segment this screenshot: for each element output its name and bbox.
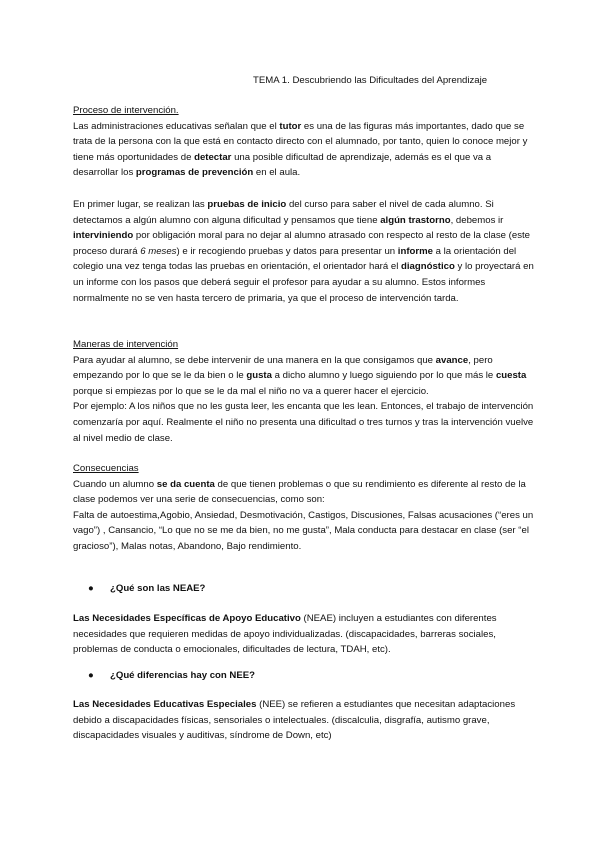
paragraph-se-da-cuenta xyxy=(73,477,535,508)
paragraph-body xyxy=(73,697,535,744)
bold-run: tutor xyxy=(279,120,302,132)
text-run: y lo proyectará en un informe con los pasos que deberá seguir el profesor para ayudar a su alumno. Estos informes normalmente no se ven hasta tercero de primaria, ya que el proceso de intervención tarda. xyxy=(73,261,534,304)
text-run: a dicho alumno y luego siguiendo por lo que más le xyxy=(271,370,496,382)
paragraph-body xyxy=(73,611,535,658)
bold-run: informe xyxy=(397,245,433,257)
text-run: en el aula. xyxy=(253,167,301,179)
bold-run: avance xyxy=(435,354,469,366)
text-run: de que tienen problemas o que su rendimiento es diferente al resto de la clase podemos ver una serie de consecuencias, como son: xyxy=(73,478,526,506)
paragraph-avance xyxy=(73,353,535,400)
section-maneras-intervencion xyxy=(73,337,535,446)
text-run: por obligación moral para no dejar al alumno atrasado con respecto al resto de la clase (este proceso durará xyxy=(73,230,531,257)
section-heading-proceso: Proceso de intervención. xyxy=(73,105,179,116)
section-proceso-intervencion xyxy=(73,103,535,181)
paragraph-ejemplo: Por ejemplo: A los niños que no les gusta leer, les encanta que les lean. Entonces, el trabajo de intervención comenzaría por aquí. Realmente el niño no presenta una dificultad o tres turnos y tras la intervención vuelve al nivel medio de clase. xyxy=(73,401,534,444)
bold-run: programas de prevención xyxy=(135,167,254,179)
bold-run: diagnóstico xyxy=(401,261,455,273)
section-consecuencias xyxy=(73,461,535,555)
paragraph-neae xyxy=(73,611,535,658)
text-run: es una de las figuras más importantes, dado que se trata de la persona con la que está en contacto directo con el alumnado, por tanto, quien lo conoce mejor y tiene más oportunidades de xyxy=(73,120,528,163)
bold-run: cuesta xyxy=(495,370,527,382)
paragraph-lista-consecuencias: Falta de autoestima,Agobio, Ansiedad, Desmotivación, Castigos, Discusiones, Falsas acusaciones (“eres un vago”) , Cansancio, “Lo que no se me da bien, no me gusta”, Mala conducta para destacar en clase (ser “el gracioso”), Malas notas, Abandono, Bajo rendimiento. xyxy=(73,509,534,552)
text-run: (NEE) se refieren a estudiantes que necesitan adaptaciones debido a discapacidades físicas, sensoriales o intelectuales. (discalculia, disgrafía, autismo grave, discapacidades visuales y auditivas, síndrome de Down, etc) xyxy=(73,699,516,742)
text-run: porque si empiezas por lo que se le da mal el niño no va a querer hacer el ejercicio. xyxy=(73,385,429,397)
italic-run: 6 meses xyxy=(140,245,177,257)
bold-run: se da cuenta xyxy=(156,478,215,490)
bold-run: Las Necesidades Educativas Especiales xyxy=(73,699,257,710)
text-run: a la orientación del colegio una vez tenga todas las pruebas en orientación, el orientador hará el xyxy=(73,245,517,273)
text-run: una posible dificultad de aprendizaje, además es el que va a desarrollar los xyxy=(73,151,492,179)
text-run: (NEAE) incluyen a estudiantes con diferentes necesidades que requieren medidas de apoyo individualizadas. (discapacidades, barreras sociales, problemas de conducta o emocionales, dificultades de lectura, TDAH, etc). xyxy=(73,613,497,656)
bold-run: detectar xyxy=(194,151,232,163)
text-run: Cuando un alumno xyxy=(73,478,157,490)
document-title: TEMA 1. Descubriendo las Dificultades del Aprendizaje xyxy=(253,75,488,86)
bold-run: interviniendo xyxy=(73,230,134,242)
bold-run: pruebas de inicio xyxy=(207,199,287,210)
text-run: Las administraciones educativas señalan que el xyxy=(73,120,280,132)
paragraph-body xyxy=(73,197,535,306)
paragraph-tutor xyxy=(73,119,535,181)
section-heading-consecuencias: Consecuencias xyxy=(73,463,139,474)
text-run: , pero empezando por lo que se le da bien o le xyxy=(73,354,493,382)
section-heading-maneras: Maneras de intervención xyxy=(73,339,179,350)
text-run: del curso para saber el nivel de cada alumno. Si detectamos a algún alumno con alguna dificultad y pensamos que tiene xyxy=(73,199,494,226)
bullet-neae xyxy=(88,583,205,594)
text-run: En primer lugar, se realizan las xyxy=(73,199,208,210)
bullet-question-neae: ¿Qué son las NEAE? xyxy=(110,583,206,594)
bold-run: algún trastorno xyxy=(380,214,451,226)
bullet-dot-icon: ● xyxy=(88,583,94,594)
text-run: Para ayudar al alumno, se debe intervenir de una manera en la que consigamos que xyxy=(73,354,436,366)
paragraph-nee xyxy=(73,697,535,744)
text-run: , debemos ir xyxy=(450,214,504,226)
bold-run: Las Necesidades Específicas de Apoyo Educativo xyxy=(73,613,301,624)
bullet-question-nee: ¿Qué diferencias hay con NEE? xyxy=(110,670,256,681)
text-run: ) e ir recogiendo pruebas y datos para presentar un xyxy=(176,245,398,257)
bullet-dot-icon: ● xyxy=(88,670,94,681)
bold-run: gusta xyxy=(246,370,272,382)
bullet-nee xyxy=(88,670,255,681)
paragraph-pruebas-inicio xyxy=(73,197,535,306)
